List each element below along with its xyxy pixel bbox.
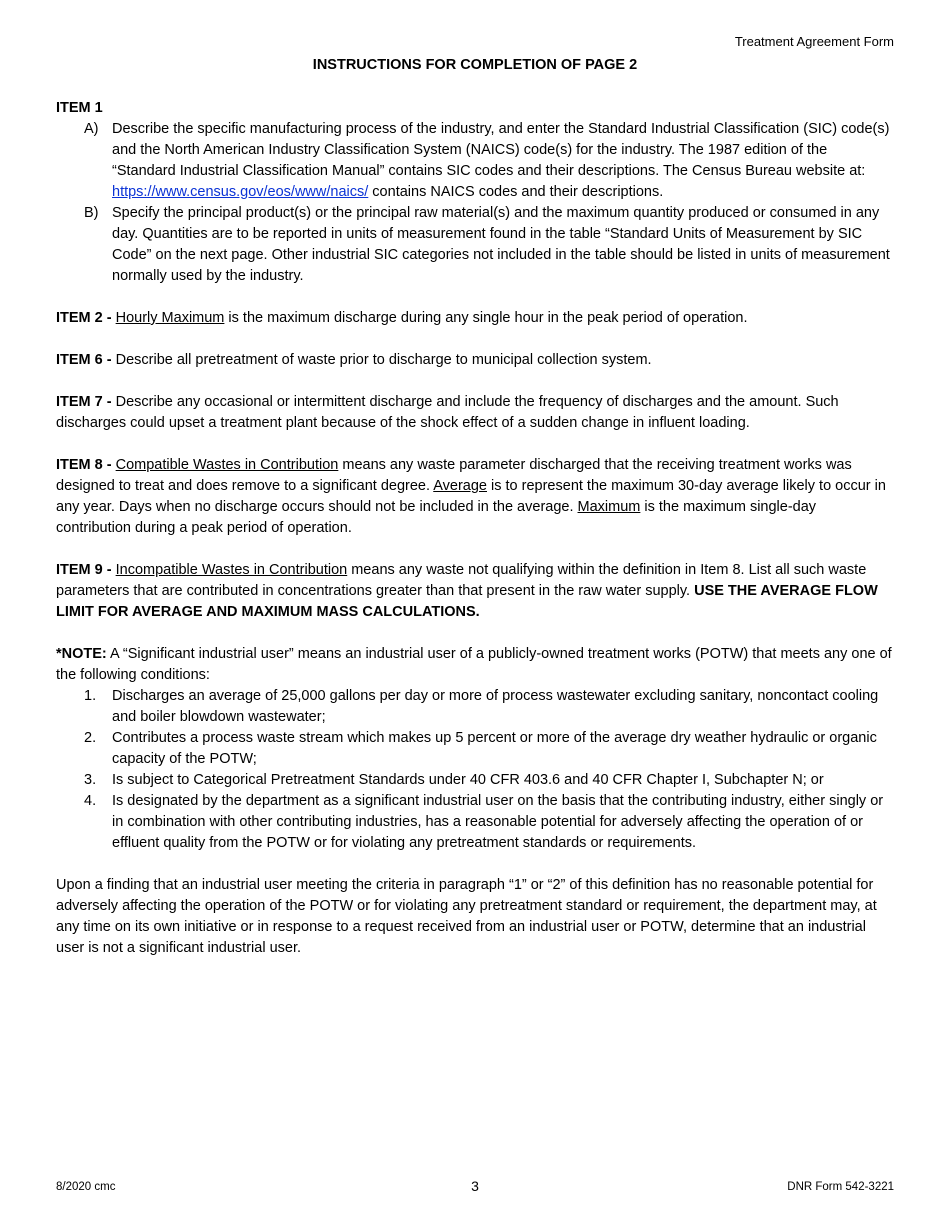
item2-text: is the maximum discharge during any single hour in the peak period of operation. (224, 310, 748, 326)
item7-heading: ITEM 7 - (56, 394, 112, 410)
condition-text: Is subject to Categorical Pretreatment Standards under 40 CFR 403.6 and 40 CFR Chapter I, Subchapter N; or (112, 772, 824, 788)
footer-form-number: DNR Form 542-3221 (787, 1181, 894, 1193)
condition-marker: 1. (84, 688, 97, 704)
condition-text: Is designated by the department as a significant industrial user on the basis that the contributing industry, either singly or in combination with other contributing industries, has a reasonable potential for adversely affecting the operation of or effluent quality from the POTW or for violating any pretreatment standards or requirements. (112, 793, 884, 851)
item9-heading: ITEM 9 - (56, 562, 112, 578)
item1-heading: ITEM 1 (56, 100, 103, 116)
item8-term-average: Average (433, 478, 487, 494)
form-name-header: Treatment Agreement Form (734, 34, 894, 49)
footer-page-number: 3 (471, 1178, 479, 1194)
item1-b-text: Specify the principal product(s) or the principal raw material(s) and the maximum quantity produced or consumed in any day. Quantities are to be reported in units of measurement found in the table “Standard Units of Measurement by SIC Code” on the next page. Other industrial SIC categories not included in the table should be listed in units of measurement normally used by the industry. (112, 205, 890, 284)
condition-item (56, 791, 894, 854)
item8-text3: is the maximum single-day contribution during a peak period of operation. (56, 499, 817, 536)
item1-list (56, 119, 894, 287)
item7-text: Describe any occasional or intermittent discharge and include the frequency of discharges and the amount. Such discharges could upset a treatment plant because of the shock effect of a sudden change in influent loading. (56, 394, 839, 431)
item9-bold-instruction: USE THE AVERAGE FLOW LIMIT FOR AVERAGE AND MAXIMUM MASS CALCULATIONS. (56, 583, 878, 620)
item9-term: Incompatible Wastes in Contribution (115, 562, 348, 578)
note-text: A “Significant industrial user” means an industrial user of a publicly-owned treatment works (POTW) that meets any one of the following conditions: (56, 646, 892, 683)
item6-paragraph (56, 350, 894, 371)
census-naics-link[interactable]: https://www.census.gov/eos/www/naics/ (112, 184, 369, 200)
significant-user-conditions (56, 686, 894, 854)
item1-b-marker: B) (84, 205, 99, 221)
note-heading: *NOTE: (56, 646, 107, 662)
item6-heading: ITEM 6 - (56, 352, 112, 368)
item9-text: means any waste not qualifying within the definition in Item 8. List all such waste parameters that are contributed in concentrations greater than that present in the raw water supply. (56, 562, 867, 599)
condition-item (56, 728, 894, 770)
item8-term-maximum: Maximum (577, 499, 641, 515)
condition-text: Discharges an average of 25,000 gallons per day or more of process wastewater excluding sanitary, noncontact cooling and boiler blowdown wastewater; (112, 688, 879, 725)
instructions-body (56, 98, 894, 959)
item1-a-text1: Describe the specific manufacturing process of the industry, and enter the Standard Industrial Classification (SIC) code(s) and the North American Industry Classification System (NAICS) code(s) for the industry. The 1987 edition of the “Standard Industrial Classification Manual” contains SIC codes and their descriptions. The Census Bureau website at: (112, 121, 890, 179)
footer-revision: 8/2020 cmc (56, 1181, 116, 1193)
item1-a-marker: A) (84, 121, 99, 137)
condition-marker: 3. (84, 772, 97, 788)
item1-b (56, 203, 894, 287)
condition-item (56, 686, 894, 728)
item7-paragraph (56, 392, 894, 434)
condition-text: Contributes a process waste stream which makes up 5 percent or more of the average dry weather hydraulic or organic capacity of the POTW; (112, 730, 877, 767)
item2-paragraph (56, 308, 894, 329)
closing-paragraph: Upon a finding that an industrial user meeting the criteria in paragraph “1” or “2” of this definition has no reasonable potential for adversely affecting the operation of the POTW or for violating any pretreatment standard or requirement, the department may, at any time on its own initiative or in response to a request received from an industrial user or POTW, determine that an industrial user is not a significant industrial user. (56, 877, 877, 956)
note-paragraph (56, 644, 894, 686)
item8-text2: is to represent the maximum 30-day average likely to occur in any year. Days when no discharge occurs should not be included in the average. (56, 478, 886, 515)
item8-term-compatible: Compatible Wastes in Contribution (115, 457, 339, 473)
item2-heading: ITEM 2 - (56, 310, 112, 326)
item8-paragraph (56, 455, 894, 539)
item6-text: Describe all pretreatment of waste prior to discharge to municipal collection system. (111, 352, 652, 368)
condition-marker: 2. (84, 730, 97, 746)
item8-text1: means any waste parameter discharged that the receiving treatment works was designed to treat and does remove to a significant degree. (56, 457, 852, 494)
condition-marker: 4. (84, 793, 97, 809)
condition-item (56, 770, 894, 791)
item1-a-text2: contains NAICS codes and their descriptions. (368, 184, 664, 200)
page-title: INSTRUCTIONS FOR COMPLETION OF PAGE 2 (312, 57, 638, 73)
item8-heading: ITEM 8 - (56, 457, 112, 473)
item2-term: Hourly Maximum (115, 310, 225, 326)
item1-a (56, 119, 894, 203)
item9-paragraph (56, 560, 894, 623)
